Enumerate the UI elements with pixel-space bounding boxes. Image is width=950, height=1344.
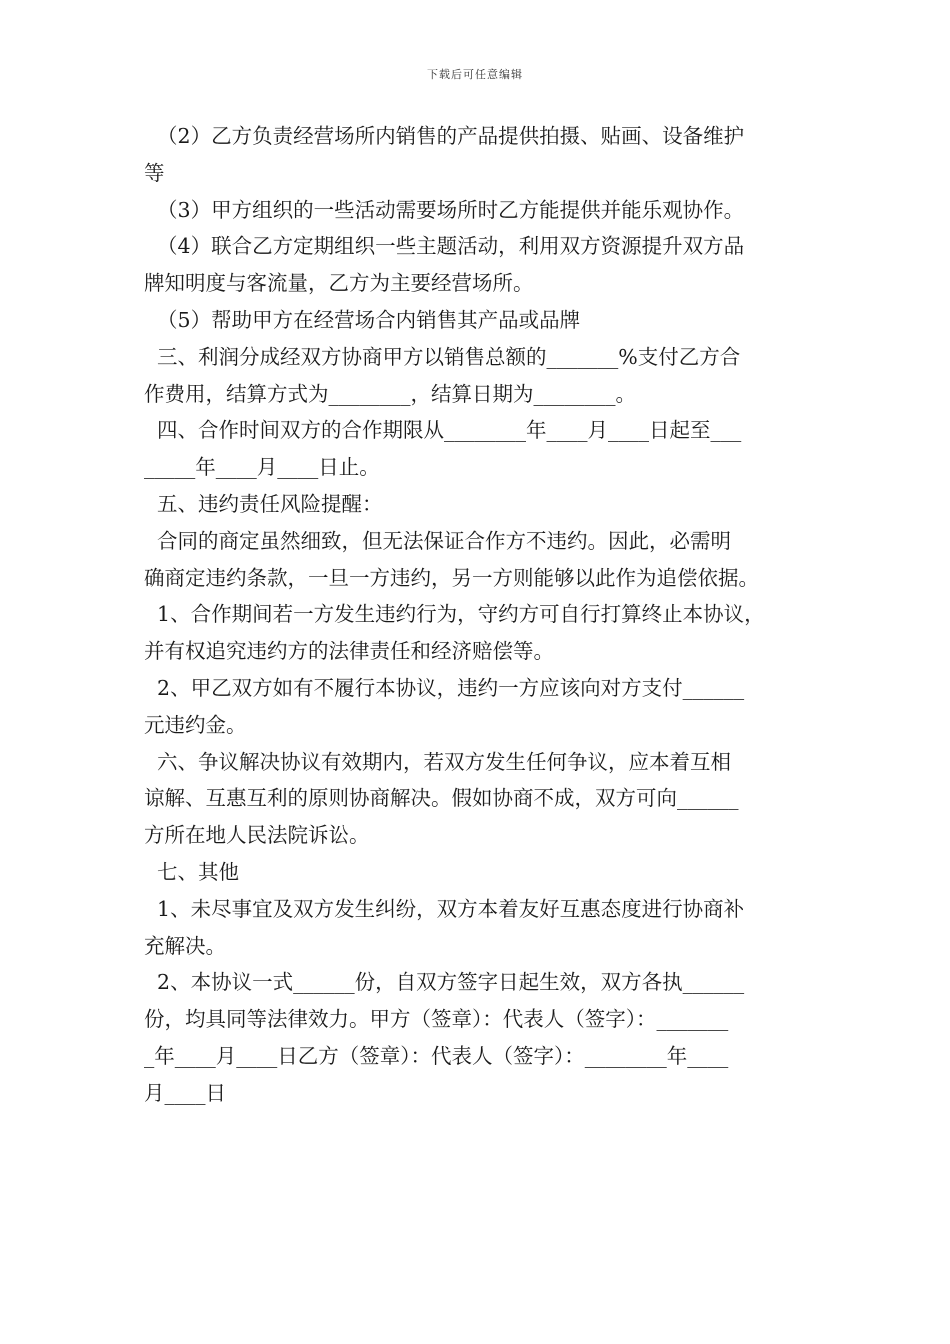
text-line: 份，均具同等法律效力。甲方（签章）：代表人（签字）：_______ [144,1007,729,1032]
text-line: 并有权追究违约方的法律责任和经济赔偿等。 [144,639,554,664]
text-line: 元违约金。 [144,712,247,737]
text-line: 作费用，结算方式为________，结算日期为________。 [144,381,636,406]
text-line: 2、本协议一式______份，自双方签字日起生效，双方各执______ [144,970,745,995]
text-line: 充解决。 [144,933,226,958]
page-header-note: 下载后可任意编辑 [427,68,523,81]
text-line: 七、其他 [144,859,240,884]
text-line: 六、争议解决协议有效期内，若双方发生任何争议，应本着互相 [144,749,732,774]
document-body [144,118,810,1112]
text-line: （3）甲方组织的一些活动需要场所时乙方能提供并能乐观协作。 [144,197,745,222]
text-line: （4）联合乙方定期组织一些主题活动，利用双方资源提升双方品 [144,234,745,259]
text-line: 1、合作期间若一方发生违约行为，守约方可自行打算终止本协议， [144,602,765,627]
text-line: _年____月____日乙方（签章）：代表人（签字）：________年____ [144,1043,729,1068]
text-line: 四、合作时间双方的合作期限从________年____月____日起至___ [144,418,742,443]
text-line: 1、未尽事宜及双方发生纠纷，双方本着友好互惠态度进行协商补 [144,896,745,921]
text-line: 确商定违约条款，一旦一方违约，另一方则能够以此作为追偿依据。 [144,565,759,590]
text-line: 谅解、互惠互利的原则协商解决。假如协商不成，双方可向______ [144,786,739,811]
text-line: 等 [144,160,165,185]
text-line: 2、甲乙双方如有不履行本协议，违约一方应该向对方支付______ [144,675,745,700]
text-line: 牌知明度与客流量，乙方为主要经营场所。 [144,271,534,296]
text-line: 三、利润分成经双方协商甲方以销售总额的_______%支付乙方合 [144,344,741,369]
text-line: _____年____月____日止。 [144,455,380,480]
text-line: 月____日 [144,1080,226,1105]
text-line: 合同的商定虽然细致，但无法保证合作方不违约。因此，必需明 [144,528,732,553]
text-line: （2）乙方负责经营场所内销售的产品提供拍摄、贴画、设备维护 [144,124,745,148]
text-line: 五、违约责任风险提醒： [144,491,383,516]
text-line: （5）帮助甲方在经营场合内销售其产品或品牌 [144,307,581,332]
text-line: 方所在地人民法院诉讼。 [144,823,370,848]
